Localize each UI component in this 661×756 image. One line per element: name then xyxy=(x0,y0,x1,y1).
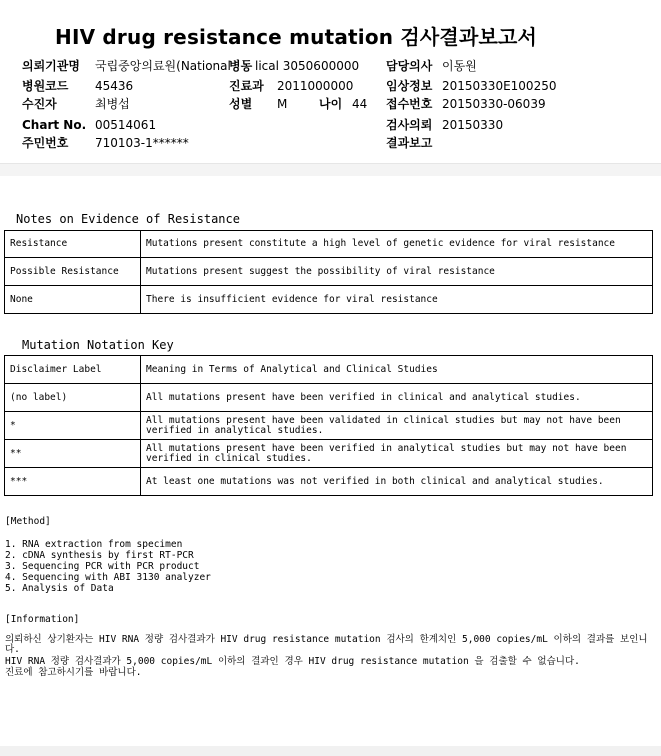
mutation-key-text: All mutations present have been validated in clinical studies but may not have been verified in analytical studies. xyxy=(141,412,653,440)
request-date-value: 20150330 xyxy=(442,118,504,132)
mutation-key-label: (no label) xyxy=(5,384,141,412)
list-item: 1. RNA extraction from specimen xyxy=(5,539,183,550)
clinical-info-value: 20150330E100250 xyxy=(442,79,557,93)
resident-value: 710103-1****** xyxy=(95,136,189,150)
information-line: HIV RNA 정량 검사결과가 5,000 copies/mL 이하의 결과인 경우 HIV drug resistance mutation 을 검출할 수 없습니다. xyxy=(5,656,580,667)
mutation-key-text: All mutations present have been verified in clinical and analytical studies. xyxy=(141,384,653,412)
doctor-label: 담당의사 xyxy=(386,59,433,73)
doctor-value: 이동원 xyxy=(442,59,477,73)
clinic-label: 진료과 xyxy=(229,79,264,93)
list-item: 4. Sequencing with ABI 3130 analyzer xyxy=(5,572,211,583)
information-heading: [Information] xyxy=(5,614,80,625)
table-row xyxy=(5,440,653,468)
mutation-key-label: ** xyxy=(5,440,141,468)
institution-value: 국립중앙의료원(National xyxy=(95,59,231,73)
report-title: HIV drug resistance mutation 검사결과보고서 xyxy=(55,25,538,49)
notes-text: Mutations present suggest the possibility of viral resistance xyxy=(141,258,653,286)
list-item: 5. Analysis of Data xyxy=(5,583,114,594)
header-divider xyxy=(0,163,661,176)
notes-text: There is insufficient evidence for viral resistance xyxy=(141,286,653,314)
receipt-no-label: 접수번호 xyxy=(386,97,433,111)
table-row xyxy=(5,412,653,440)
table-row xyxy=(5,258,653,286)
age-label: 나이 xyxy=(319,97,343,111)
method-heading: [Method] xyxy=(5,516,51,527)
information-line: 진료에 참고하시기를 바랍니다. xyxy=(5,667,142,678)
request-date-label: 검사의뢰 xyxy=(386,118,433,132)
hospital-code-value: 45436 xyxy=(95,79,134,93)
clinic-value: 2011000000 xyxy=(277,79,354,93)
mutation-key-label: * xyxy=(5,412,141,440)
mutation-key-header-label: Disclaimer Label xyxy=(5,356,141,384)
mutation-key-title: Mutation Notation Key xyxy=(22,338,174,352)
notes-title: Notes on Evidence of Resistance xyxy=(16,212,240,226)
sex-label: 성별 xyxy=(229,97,253,111)
mutation-key-table xyxy=(4,355,653,496)
table-row xyxy=(5,356,653,384)
table-row xyxy=(5,384,653,412)
table-row xyxy=(5,231,653,258)
chart-no-value: 00514061 xyxy=(95,118,157,132)
receipt-no-value: 20150330-06039 xyxy=(442,97,546,111)
receiver-value: 최병섭 xyxy=(95,97,130,111)
age-value: 44 xyxy=(352,97,368,111)
dept-value: lical 3050600000 xyxy=(255,59,360,73)
notes-text: Mutations present constitute a high level of genetic evidence for viral resistance xyxy=(141,231,653,258)
institution-label: 의뢰기관명 xyxy=(22,59,80,73)
notes-table xyxy=(4,230,653,314)
sex-value: M xyxy=(277,97,288,111)
information-line: 의뢰하신 상기환자는 HIV RNA 정량 검사결과가 HIV drug resistance mutation 검사의 한계치인 5,000 copies/mL 이하의 결과를 보인니다. xyxy=(5,634,648,655)
list-item: 3. Sequencing PCR with PCR product xyxy=(5,561,200,572)
mutation-key-header-text: Meaning in Terms of Analytical and Clinical Studies xyxy=(141,356,653,384)
chart-no-label: Chart No. xyxy=(22,118,87,132)
receiver-label: 수진자 xyxy=(22,97,57,111)
table-row xyxy=(5,468,653,496)
dept-label: 병동 xyxy=(229,59,253,73)
result-report-label: 결과보고 xyxy=(386,136,433,150)
clinical-info-label: 임상정보 xyxy=(386,79,433,93)
mutation-key-label: *** xyxy=(5,468,141,496)
hospital-code-label: 병원코드 xyxy=(22,79,69,93)
table-row xyxy=(5,286,653,314)
resident-label: 주민번호 xyxy=(22,136,69,150)
notes-label: Resistance xyxy=(5,231,141,258)
list-item: 2. cDNA synthesis by first RT-PCR xyxy=(5,550,194,561)
notes-label: None xyxy=(5,286,141,314)
mutation-key-text: At least one mutations was not verified in both clinical and analytical studies. xyxy=(141,468,653,496)
mutation-key-text: All mutations present have been verified in analytical studies but may not have been verified in clinical studies. xyxy=(141,440,653,468)
notes-label: Possible Resistance xyxy=(5,258,141,286)
